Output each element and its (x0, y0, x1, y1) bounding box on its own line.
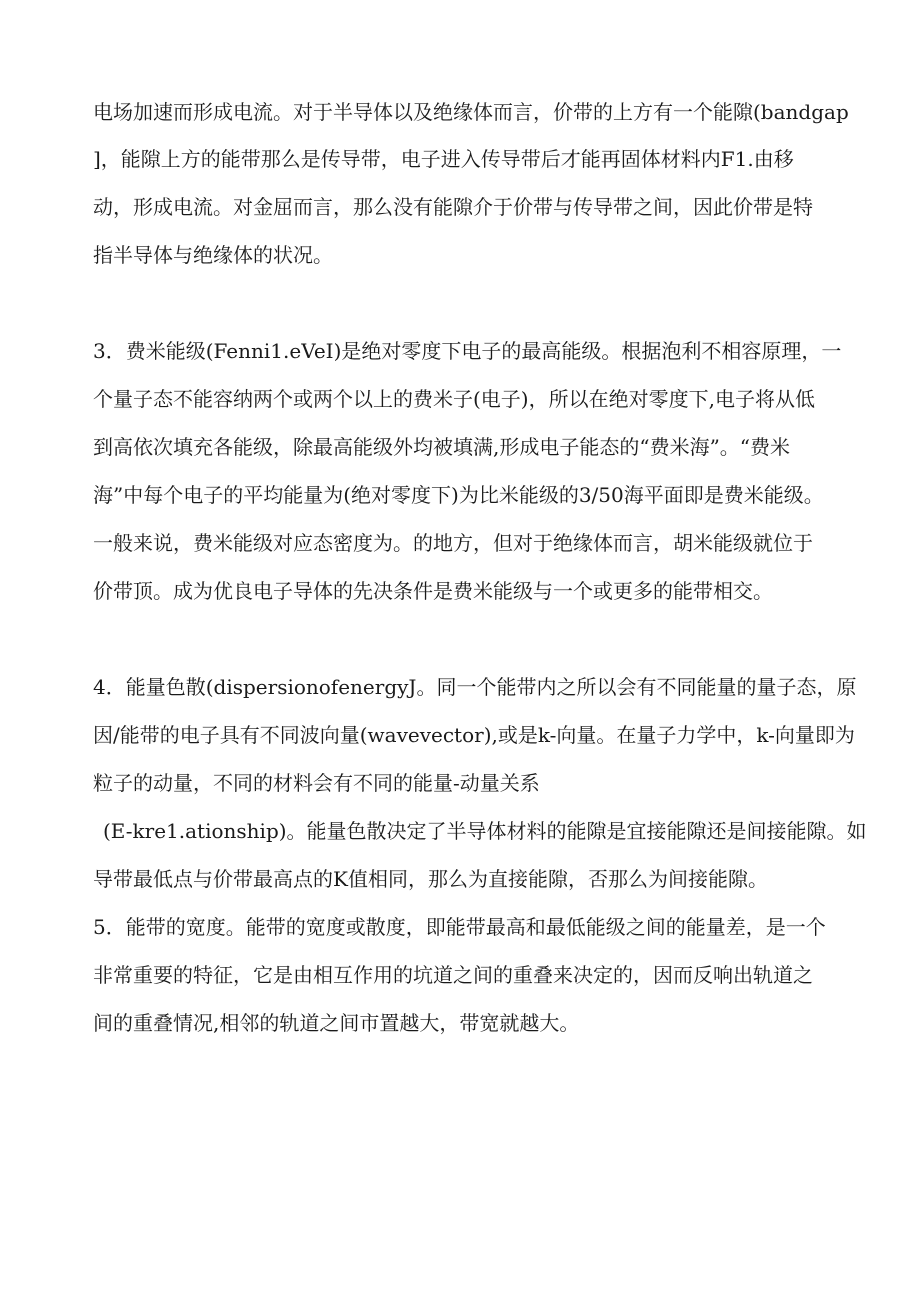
paragraph-line: 指半导体与绝缘体的状况。 (93, 243, 333, 267)
paragraph-line: 动，形成电流。对金屈而言，那么没有能隙介于价带与传导带之间，因此价带是特 (93, 195, 813, 219)
paragraph-line: 3．费米能级(Fenni1.eVeI)是绝对零度下电子的最高能级。根据泡利不相容原理，一 (93, 339, 842, 363)
paragraph-line: 个量子态不能容纳两个或两个以上的费米子(电子)，所以在绝对零度下,电子将从低 (93, 387, 815, 411)
paragraph-line: (E-kre1.ationship)。能量色散决定了半导体材料的能隙是宜接能隙还是间接能隙。如 (103, 819, 867, 843)
paragraph-line: 导带最低点与价带最高点的K值相同，那么为直接能隙，否那么为间接能隙。 (93, 867, 768, 891)
paragraph-line: 非常重要的特征，它是由相互作用的坑道之间的重叠来决定的，因而反响出轨道之 (93, 963, 813, 987)
paragraph-line: 5．能带的宽度。能带的宽度或散度，即能带最高和最低能级之间的能量差，是一个 (93, 915, 826, 939)
paragraph-line: 因/能带的电子具有不同波向量(wavevector),或是k-向量。在量子力学中，k-向量即为 (93, 723, 855, 747)
paragraph-line: 4．能量色散(dispersionofenergyJ。同一个能带内之所以会有不同能量的量子态，原 (93, 675, 857, 699)
paragraph-line: 间的重叠情况,相邻的轨道之间市置越大，带宽就越大。 (93, 1011, 580, 1035)
paragraph-line: 粒子的动量，不同的材料会有不同的能量-动量关系 (93, 771, 540, 795)
paragraph-line: 电场加速而形成电流。对于半导体以及绝缘体而言，价带的上方有一个能隙(bandgap (93, 100, 849, 124)
paragraph-line: 海”中每个电子的平均能量为(绝对零度下)为比米能级的3/50海平面即是费米能级。 (93, 483, 824, 507)
paragraph-line: ]，能隙上方的能带那么是传导带，电子进入传导带后才能再固体材料内F1.由移 (93, 147, 794, 171)
paragraph-line: 到高依次填充各能级，除最高能级外均被填满,形成电子能态的“费米海”。“费米 (93, 435, 791, 459)
paragraph-line: 一般来说，费米能级对应态密度为。的地方，但对于绝缘体而言，胡米能级就位于 (93, 531, 813, 555)
paragraph-line: 价带顶。成为优良电子导体的先决条件是费米能级与一个或更多的能带相交。 (93, 579, 773, 603)
